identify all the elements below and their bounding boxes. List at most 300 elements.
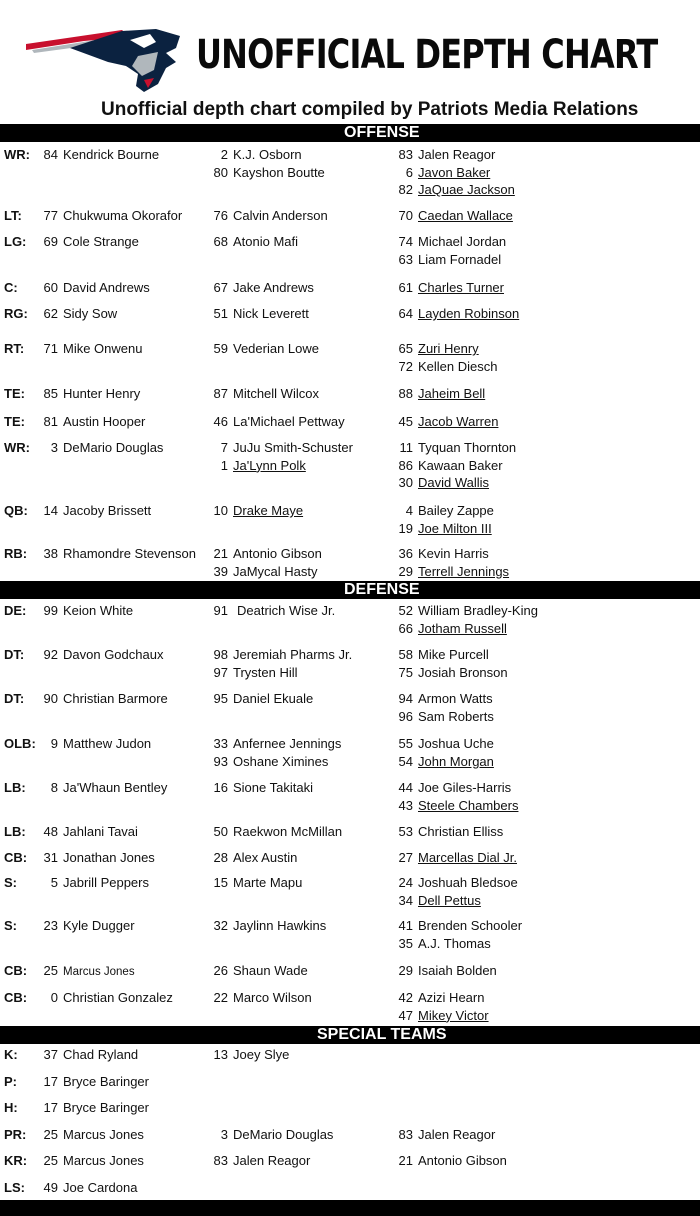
player-name: Joe Milton III	[418, 520, 492, 536]
player-name: Raekwon McMillan	[233, 824, 343, 839]
player-entry	[30, 146, 159, 164]
jersey-number: 94	[398, 691, 413, 706]
player-entry	[385, 358, 498, 376]
player-name: K.J. Osborn	[233, 147, 302, 162]
position-label: LB:	[4, 780, 26, 795]
player-name: Vederian Lowe	[233, 341, 320, 356]
player-name: JaQuae Jackson	[418, 182, 515, 197]
jersey-number: 71	[43, 341, 58, 356]
player-name: Kevin Harris	[418, 546, 489, 561]
jersey-number: 19	[398, 520, 413, 536]
player-name: Nick Leverett	[233, 306, 309, 321]
player-name: Joshuah Bledsoe	[418, 875, 518, 890]
position-label: P:	[4, 1074, 17, 1089]
position-label: LT:	[4, 208, 22, 223]
jersey-number: 80	[213, 164, 228, 180]
player-entry	[385, 474, 489, 492]
jersey-number: 35	[398, 935, 413, 951]
player-entry	[385, 989, 484, 1007]
player-name: Hunter Henry	[63, 386, 141, 401]
player-entry	[385, 563, 509, 581]
jersey-number: 67	[213, 280, 228, 295]
jersey-number: 32	[213, 918, 228, 933]
player-entry	[200, 646, 352, 664]
player-name: Azizi Hearn	[418, 990, 485, 1005]
player-entry	[200, 1126, 333, 1144]
section-header-defense	[0, 581, 700, 599]
player-entry	[385, 457, 503, 475]
jersey-number: 68	[213, 234, 228, 249]
player-name: Zuri Henry	[418, 341, 479, 356]
player-name: Kyle Dugger	[63, 918, 135, 933]
jersey-number: 4	[405, 503, 413, 518]
player-entry	[385, 602, 538, 620]
jersey-number: 17	[43, 1100, 58, 1115]
jersey-number: 99	[43, 603, 58, 618]
jersey-number: 74	[398, 234, 413, 249]
jersey-number: 44	[398, 780, 413, 795]
player-name: Jonathan Jones	[63, 850, 155, 865]
jersey-number: 93	[213, 753, 228, 769]
player-name: Trysten Hill	[233, 664, 298, 680]
jersey-number: 10	[213, 503, 228, 518]
player-entry	[385, 690, 493, 708]
player-entry	[385, 708, 494, 726]
player-name: Jaheim Bell	[418, 386, 486, 401]
player-name: Daniel Ekuale	[233, 691, 314, 706]
player-entry	[385, 779, 511, 797]
player-entry	[385, 664, 508, 682]
jersey-number: 5	[50, 875, 58, 890]
player-entry	[30, 823, 138, 841]
player-entry	[385, 305, 519, 323]
player-name: Jalen Reagor	[418, 1127, 496, 1142]
player-name: Davon Godchaux	[63, 647, 164, 662]
player-name: Tyquan Thornton	[418, 440, 517, 455]
player-entry	[200, 563, 318, 581]
player-entry	[385, 279, 504, 297]
player-name: Charles Turner	[418, 280, 504, 295]
bottom-bar	[0, 1200, 700, 1216]
player-entry	[200, 874, 302, 892]
position-label: RG:	[4, 306, 28, 321]
section-header-special-teams	[0, 1026, 700, 1044]
jersey-number: 17	[43, 1074, 58, 1089]
position-label: S:	[4, 918, 17, 933]
player-name: Austin Hooper	[63, 414, 146, 429]
jersey-number: 47	[398, 1007, 413, 1023]
player-name: Steele Chambers	[418, 797, 519, 813]
player-name: Isaiah Bolden	[418, 963, 497, 978]
position-label: DT:	[4, 647, 25, 662]
player-entry	[30, 690, 168, 708]
player-entry	[30, 989, 173, 1007]
jersey-number: 84	[43, 147, 58, 162]
player-entry	[200, 962, 308, 980]
player-name: Armon Watts	[418, 691, 493, 706]
player-name: Terrell Jennings	[418, 563, 510, 579]
jersey-number: 72	[398, 358, 413, 374]
position-label: LB:	[4, 824, 26, 839]
jersey-number: 41	[398, 918, 413, 933]
jersey-number: 82	[398, 182, 413, 197]
jersey-number: 25	[43, 1153, 58, 1168]
position-label: LS:	[4, 1180, 25, 1195]
jersey-number: 33	[213, 736, 228, 751]
player-name: Deatrich Wise Jr.	[237, 603, 336, 618]
player-name: Jaylinn Hawkins	[233, 918, 327, 933]
player-entry	[200, 340, 319, 358]
player-entry	[200, 989, 312, 1007]
player-name: Joey Slye	[233, 1047, 290, 1062]
player-name: Christian Barmore	[63, 691, 168, 706]
player-name: Josiah Bronson	[418, 664, 508, 680]
jersey-number: 49	[43, 1180, 58, 1195]
jersey-number: 34	[398, 892, 413, 908]
jersey-number: 53	[398, 824, 413, 839]
player-entry	[30, 305, 117, 323]
player-name: John Morgan	[418, 753, 494, 769]
player-name: Jalen Reagor	[418, 147, 496, 162]
jersey-number: 98	[213, 647, 228, 662]
player-name: Antonio Gibson	[418, 1153, 507, 1168]
player-name: JuJu Smith-Schuster	[233, 440, 353, 455]
player-name: JaMycal Hasty	[233, 563, 318, 579]
player-entry	[385, 146, 495, 164]
position-label: K:	[4, 1047, 18, 1062]
player-name: Jeremiah Pharms Jr.	[233, 647, 353, 662]
jersey-number: 91	[213, 603, 228, 618]
player-name: Jotham Russell	[418, 620, 507, 636]
page-title: UNOFFICIAL DEPTH CHART	[196, 32, 658, 78]
position-label: CB:	[4, 850, 28, 865]
player-name: Jacoby Brissett	[63, 503, 152, 518]
player-entry	[385, 797, 518, 815]
jersey-number: 83	[398, 147, 413, 162]
player-entry	[200, 602, 335, 620]
position-label: RB:	[4, 546, 28, 561]
player-name: Javon Baker	[418, 164, 491, 180]
player-name: Joshua Uche	[418, 736, 494, 751]
player-name: Jalen Reagor	[233, 1153, 311, 1168]
player-name: Brenden Schooler	[418, 918, 523, 933]
player-name: Christian Elliss	[418, 824, 504, 839]
jersey-number: 63	[398, 251, 413, 267]
player-entry	[385, 620, 507, 638]
player-entry	[30, 207, 182, 225]
jersey-number: 15	[213, 875, 228, 890]
player-entry	[30, 849, 155, 867]
jersey-number: 37	[43, 1047, 58, 1062]
player-entry	[30, 413, 145, 431]
jersey-number: 50	[213, 824, 228, 839]
jersey-number: 0	[50, 990, 58, 1005]
player-entry	[385, 233, 506, 251]
player-name: Mikey Victor	[418, 1007, 489, 1023]
player-name: Atonio Mafi	[233, 234, 299, 249]
player-entry	[385, 520, 492, 538]
position-label: CB:	[4, 963, 28, 978]
player-entry	[385, 735, 494, 753]
jersey-number: 66	[398, 620, 413, 636]
player-entry	[385, 164, 490, 182]
jersey-number: 64	[398, 306, 413, 321]
player-entry	[200, 233, 298, 251]
player-name: Bryce Baringer	[63, 1100, 149, 1115]
jersey-number: 61	[398, 280, 413, 295]
player-name: Calvin Anderson	[233, 208, 328, 223]
player-entry	[30, 279, 150, 297]
jersey-number: 70	[398, 208, 413, 223]
position-label: LG:	[4, 234, 27, 249]
player-name: Jake Andrews	[233, 280, 314, 295]
player-entry	[385, 1152, 507, 1170]
jersey-number: 83	[213, 1153, 228, 1168]
player-entry	[385, 1007, 489, 1025]
jersey-number: 8	[50, 780, 58, 795]
jersey-number: 26	[213, 963, 228, 978]
jersey-number: 21	[398, 1153, 413, 1168]
player-name: Marco Wilson	[233, 990, 312, 1005]
player-name: Marcellas Dial Jr.	[418, 850, 517, 865]
player-entry	[200, 207, 328, 225]
player-name: Mitchell Wilcox	[233, 386, 319, 401]
position-label: CB:	[4, 990, 28, 1005]
jersey-number: 92	[43, 647, 58, 662]
player-name: Ja'Whaun Bentley	[63, 780, 168, 795]
player-entry	[200, 545, 322, 563]
player-name: Marte Mapu	[233, 875, 303, 890]
jersey-number: 13	[213, 1047, 228, 1062]
player-name: Cole Strange	[63, 234, 139, 249]
player-entry	[385, 917, 522, 935]
jersey-number: 28	[213, 850, 228, 865]
jersey-number: 29	[398, 963, 413, 978]
player-entry	[200, 664, 298, 682]
jersey-number: 83	[398, 1127, 413, 1142]
player-name: Shaun Wade	[233, 963, 308, 978]
position-label: C:	[4, 280, 18, 295]
player-entry	[200, 823, 342, 841]
jersey-number: 2	[220, 147, 228, 162]
jersey-number: 39	[213, 563, 228, 579]
jersey-number: 9	[50, 736, 58, 751]
position-label: RT:	[4, 341, 25, 356]
player-name: William Bradley-King	[418, 603, 538, 618]
jersey-number: 54	[398, 753, 413, 769]
position-label: TE:	[4, 414, 25, 429]
player-entry	[30, 340, 142, 358]
jersey-number: 6	[405, 164, 413, 180]
position-label: WR:	[4, 440, 30, 455]
player-name: DeMario Douglas	[63, 440, 164, 455]
player-entry	[30, 1099, 149, 1117]
jersey-number: 22	[213, 990, 228, 1005]
player-entry	[200, 413, 345, 431]
jersey-number: 87	[213, 386, 228, 401]
player-name: Bailey Zappe	[418, 503, 494, 518]
player-name: Michael Jordan	[418, 234, 507, 249]
player-name: Marcus Jones	[63, 966, 135, 978]
player-entry	[385, 181, 515, 199]
jersey-number: 1	[220, 457, 228, 473]
jersey-number: 31	[43, 850, 58, 865]
position-label: OLB:	[4, 736, 36, 751]
jersey-number: 46	[213, 414, 228, 429]
jersey-number: 24	[398, 875, 413, 890]
jersey-number: 25	[43, 1127, 58, 1142]
jersey-number: 48	[43, 824, 58, 839]
jersey-number: 25	[43, 963, 58, 978]
player-name: Liam Fornadel	[418, 251, 502, 267]
jersey-number: 76	[213, 208, 228, 223]
jersey-number: 16	[213, 780, 228, 795]
player-entry	[200, 917, 326, 935]
jersey-number: 45	[398, 414, 413, 429]
jersey-number: 11	[399, 440, 413, 455]
player-entry	[385, 753, 494, 771]
player-name: Keion White	[63, 603, 134, 618]
player-entry	[200, 439, 353, 457]
player-entry	[385, 962, 497, 980]
jersey-number: 95	[213, 691, 228, 706]
player-entry	[385, 385, 485, 403]
page-subtitle: Unofficial depth chart compiled by Patriots Media Relations	[101, 99, 639, 120]
section-title: DEFENSE	[344, 581, 420, 598]
jersey-number: 55	[398, 736, 413, 751]
player-entry	[200, 1152, 310, 1170]
player-entry	[200, 753, 328, 771]
jersey-number: 96	[398, 708, 413, 724]
player-entry	[385, 502, 494, 520]
player-entry	[30, 917, 135, 935]
player-entry	[200, 164, 325, 182]
player-entry	[30, 502, 151, 520]
player-entry	[30, 385, 140, 403]
player-entry	[30, 1179, 137, 1197]
player-name: Mike Onwenu	[63, 341, 143, 356]
player-name: Kendrick Bourne	[63, 147, 160, 162]
player-entry	[200, 279, 314, 297]
player-entry	[385, 823, 503, 841]
player-name: David Andrews	[63, 280, 150, 295]
jersey-number: 3	[50, 440, 58, 455]
jersey-number: 51	[213, 306, 228, 321]
player-entry	[30, 1152, 144, 1170]
jersey-number: 52	[398, 603, 413, 618]
player-entry	[385, 340, 479, 358]
jersey-number: 88	[398, 386, 413, 401]
jersey-number: 38	[43, 546, 58, 561]
player-name: Anfernee Jennings	[233, 736, 342, 751]
player-name: Drake Maye	[233, 503, 304, 518]
player-entry	[200, 457, 306, 475]
player-entry	[200, 385, 319, 403]
jersey-number: 7	[220, 440, 228, 455]
player-name: Jacob Warren	[418, 414, 499, 429]
position-label: S:	[4, 875, 17, 890]
position-label: PR:	[4, 1127, 27, 1142]
jersey-number: 3	[220, 1127, 228, 1142]
position-label: TE:	[4, 386, 25, 401]
player-entry	[30, 735, 151, 753]
player-entry	[385, 251, 501, 269]
player-entry	[385, 439, 516, 457]
jersey-number: 81	[43, 414, 58, 429]
player-entry	[30, 874, 149, 892]
player-entry	[200, 690, 313, 708]
player-entry	[200, 305, 309, 323]
player-entry	[385, 874, 518, 892]
player-entry	[385, 545, 489, 563]
player-name: Oshane Ximines	[233, 753, 329, 769]
player-name: Caedan Wallace	[418, 208, 513, 223]
section-title: SPECIAL TEAMS	[317, 1026, 447, 1043]
jersey-number: 29	[398, 563, 413, 579]
player-entry	[30, 1046, 138, 1064]
player-entry	[200, 779, 313, 797]
position-label: DE:	[4, 603, 27, 618]
position-label: WR:	[4, 147, 30, 162]
player-name: Marcus Jones	[63, 1153, 144, 1168]
jersey-number: 42	[398, 990, 413, 1005]
jersey-number: 30	[398, 475, 413, 490]
jersey-number: 77	[43, 208, 58, 223]
patriots-logo-icon	[26, 26, 182, 94]
player-name: Mike Purcell	[418, 647, 489, 662]
player-entry	[385, 413, 498, 431]
player-name: Jahlani Tavai	[63, 824, 138, 839]
player-name: Alex Austin	[233, 850, 298, 865]
player-entry	[30, 1073, 149, 1091]
jersey-number: 75	[398, 664, 413, 680]
jersey-number: 14	[43, 503, 58, 518]
position-label: H:	[4, 1100, 18, 1115]
player-name: Kellen Diesch	[418, 358, 498, 374]
player-name: Jabrill Peppers	[63, 875, 149, 890]
player-name: Chukwuma Okorafor	[63, 208, 183, 223]
jersey-number: 36	[398, 546, 413, 561]
player-entry	[385, 1126, 495, 1144]
player-name: Kayshon Boutte	[233, 164, 325, 180]
player-name: Rhamondre Stevenson	[63, 546, 196, 561]
position-label: DT:	[4, 691, 25, 706]
player-entry	[30, 1126, 144, 1144]
player-entry	[30, 779, 167, 797]
player-entry	[30, 545, 196, 563]
player-entry	[385, 935, 491, 953]
player-name: Chad Ryland	[63, 1047, 139, 1062]
player-entry	[30, 962, 135, 981]
player-entry	[200, 502, 303, 520]
jersey-number: 86	[398, 457, 413, 473]
player-name: Christian Gonzalez	[63, 990, 173, 1005]
player-name: Ja'Lynn Polk	[233, 457, 306, 473]
player-entry	[30, 439, 163, 457]
player-name: Joe Cardona	[63, 1180, 138, 1195]
section-header-offense	[0, 124, 700, 142]
jersey-number: 59	[213, 341, 228, 356]
player-entry	[385, 646, 489, 664]
player-entry	[30, 233, 139, 251]
player-name: DeMario Douglas	[233, 1127, 334, 1142]
player-entry	[200, 849, 297, 867]
jersey-number: 43	[398, 797, 413, 813]
jersey-number: 97	[213, 664, 228, 680]
section-title: OFFENSE	[344, 124, 420, 141]
jersey-number: 69	[43, 234, 58, 249]
jersey-number: 65	[398, 341, 413, 356]
